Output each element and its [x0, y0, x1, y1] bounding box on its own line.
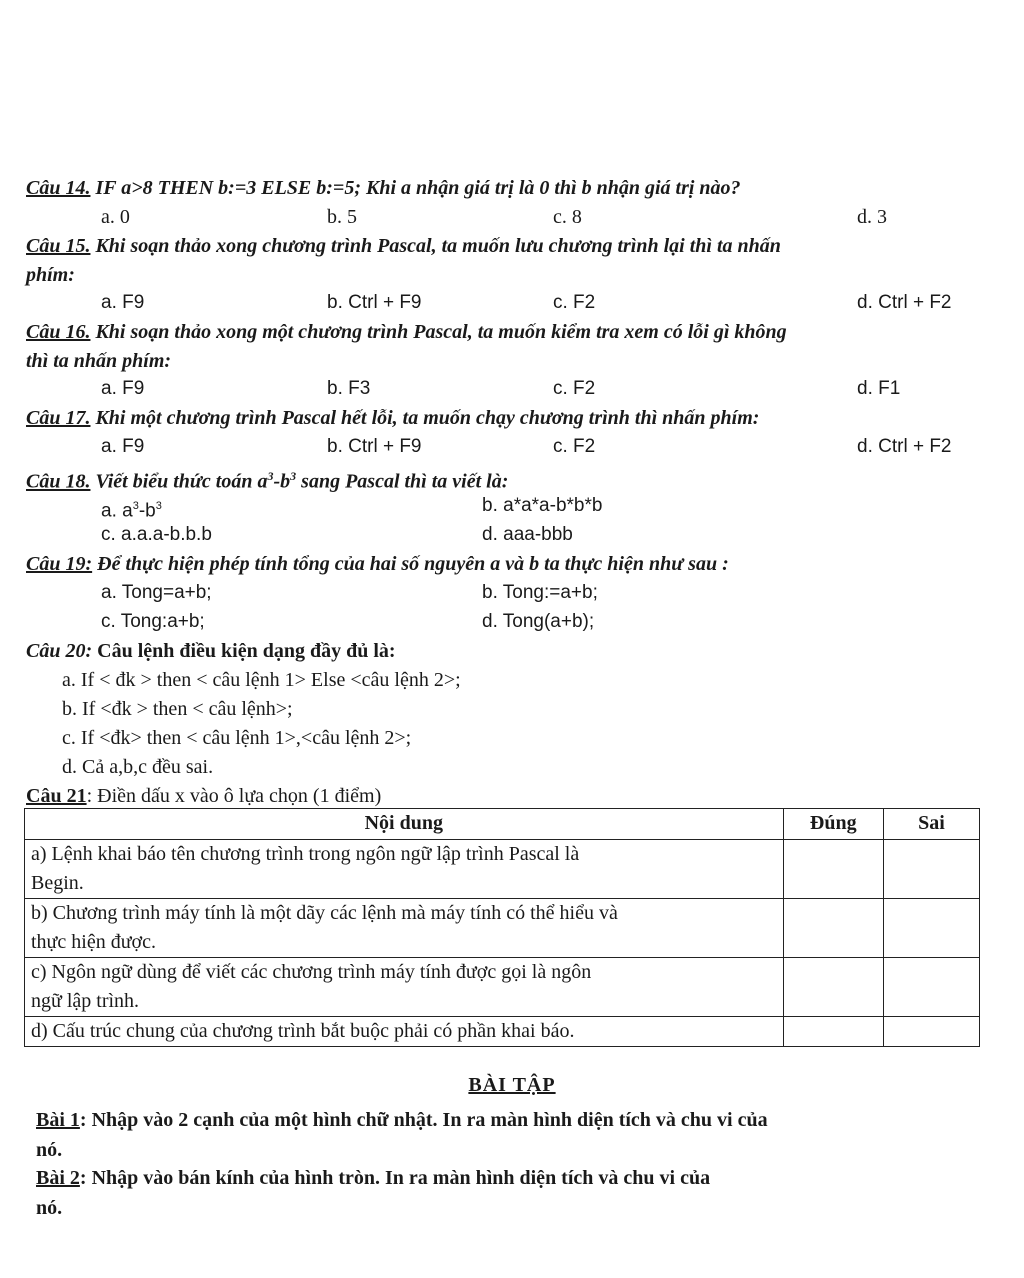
q18-option-a: a. $a^3-b^3$: [101, 500, 162, 522]
q18-option-d: d. aaa-bbb: [482, 524, 573, 545]
statement-c: c) Ngôn ngữ dùng để viết các chương trình máy tính được gọi là ngôn ngữ lập trình.: [25, 958, 784, 1017]
q21-stem: Câu 21: Điền dấu x vào ô lựa chọn (1 điểm): [26, 785, 382, 807]
header-false: Sai: [883, 809, 979, 840]
statement-a: a) Lệnh khai báo tên chương trình trong ngôn ngữ lập trình Pascal là Begin.: [25, 840, 784, 899]
true-cell-d[interactable]: [783, 1017, 883, 1047]
table-row: [25, 840, 980, 899]
true-false-table: [24, 808, 980, 1047]
q16-stem: Câu 16. Khi soạn thảo xong một chương trình Pascal, ta muốn kiểm tra xem có lỗi gì không: [26, 321, 787, 343]
q17-option-d: d. Ctrl + F2: [857, 436, 952, 457]
q15-option-b: b. Ctrl + F9: [327, 292, 422, 313]
true-cell-c[interactable]: [783, 958, 883, 1017]
q16-option-b: b. F3: [327, 378, 371, 399]
false-cell-a[interactable]: [883, 840, 979, 899]
false-cell-b[interactable]: [883, 899, 979, 958]
q15-stem-cont: phím:: [26, 264, 75, 286]
q15-option-c: c. F2: [553, 292, 596, 313]
q17-option-a: a. F9: [101, 436, 145, 457]
q17-option-c: c. F2: [553, 436, 596, 457]
q17-option-b: b. Ctrl + F9: [327, 436, 422, 457]
q19-stem: Câu 19: Để thực hiện phép tính tổng của hai số nguyên a và b ta thực hiện như sau :: [26, 553, 729, 575]
header-true: Đúng: [783, 809, 883, 840]
q14-option-d: d. 3: [857, 206, 887, 228]
q20-option-d: d. Cả a,b,c đều sai.: [62, 756, 214, 778]
false-cell-d[interactable]: [883, 1017, 979, 1047]
q16-option-d: d. F1: [857, 378, 901, 399]
statement-d: d) Cấu trúc chung của chương trình bắt buộc phải có phần khai báo.: [25, 1017, 784, 1047]
q16-option-c: c. F2: [553, 378, 596, 399]
q19-option-a: a. Tong=a+b;: [101, 582, 212, 603]
q14-option-b: b. 5: [327, 206, 357, 228]
statement-b: b) Chương trình máy tính là một dãy các lệnh mà máy tính có thể hiểu và thực hiện được.: [25, 899, 784, 958]
q15-option-a: a. F9: [101, 292, 145, 313]
false-cell-c[interactable]: [883, 958, 979, 1017]
q19-option-d: d. Tong(a+b);: [482, 611, 595, 632]
q14-option-a: a. 0: [101, 206, 130, 228]
q15-option-d: d. Ctrl + F2: [857, 292, 952, 313]
q19-option-c: c. Tong:a+b;: [101, 611, 205, 632]
q20-option-b: b. If <đk > then < câu lệnh>;: [62, 698, 293, 720]
q14-stem: Câu 14. IF a>8 THEN b:=3 ELSE b:=5; Khi a nhận giá trị là 0 thì b nhận giá trị nào?: [26, 177, 741, 199]
q17-stem: Câu 17. Khi một chương trình Pascal hết lỗi, ta muốn chạy chương trình thì nhấn phím:: [26, 407, 760, 429]
q20-option-a: a. If < đk > then < câu lệnh 1> Else <câu lệnh 2>;: [62, 669, 461, 691]
q18-option-b: b. a*a*a-b*b*b: [482, 495, 603, 516]
true-cell-b[interactable]: [783, 899, 883, 958]
q16-stem-cont: thì ta nhấn phím:: [26, 350, 172, 372]
q14-option-c: c. 8: [553, 206, 582, 228]
table-row: [25, 958, 980, 1017]
exercise-2: Bài 2: Nhập vào bán kính của hình tròn. In ra màn hình diện tích và chu vi của nó.: [36, 1167, 711, 1219]
true-cell-a[interactable]: [783, 840, 883, 899]
header-content: Nội dung: [25, 809, 784, 840]
q20-stem: Câu 20: Câu lệnh điều kiện dạng đầy đủ là:: [26, 640, 396, 662]
exercise-1: Bài 1: Nhập vào 2 cạnh của một hình chữ nhật. In ra màn hình diện tích và chu vi của nó.: [36, 1109, 768, 1161]
q20-option-c: c. If <đk> then < câu lệnh 1>,<câu lệnh 2>;: [62, 727, 412, 749]
q18-option-c: c. a.a.a-b.b.b: [101, 524, 212, 545]
q15-stem: Câu 15. Khi soạn thảo xong chương trình Pascal, ta muốn lưu chương trình lại thì ta nhấn: [26, 235, 781, 257]
q14-number: Câu 14.: [26, 177, 91, 199]
table-row: [25, 899, 980, 958]
q18-stem: Câu 18. Viết biểu thức toán $a^3-b^3$ sang Pascal thì ta viết là:: [26, 469, 509, 493]
q19-option-b: b. Tong:=a+b;: [482, 582, 598, 603]
q16-option-a: a. F9: [101, 378, 145, 399]
exercise-section-title: BÀI TẬP: [468, 1074, 556, 1096]
table-header-row: [25, 809, 980, 840]
table-row: [25, 1017, 980, 1047]
